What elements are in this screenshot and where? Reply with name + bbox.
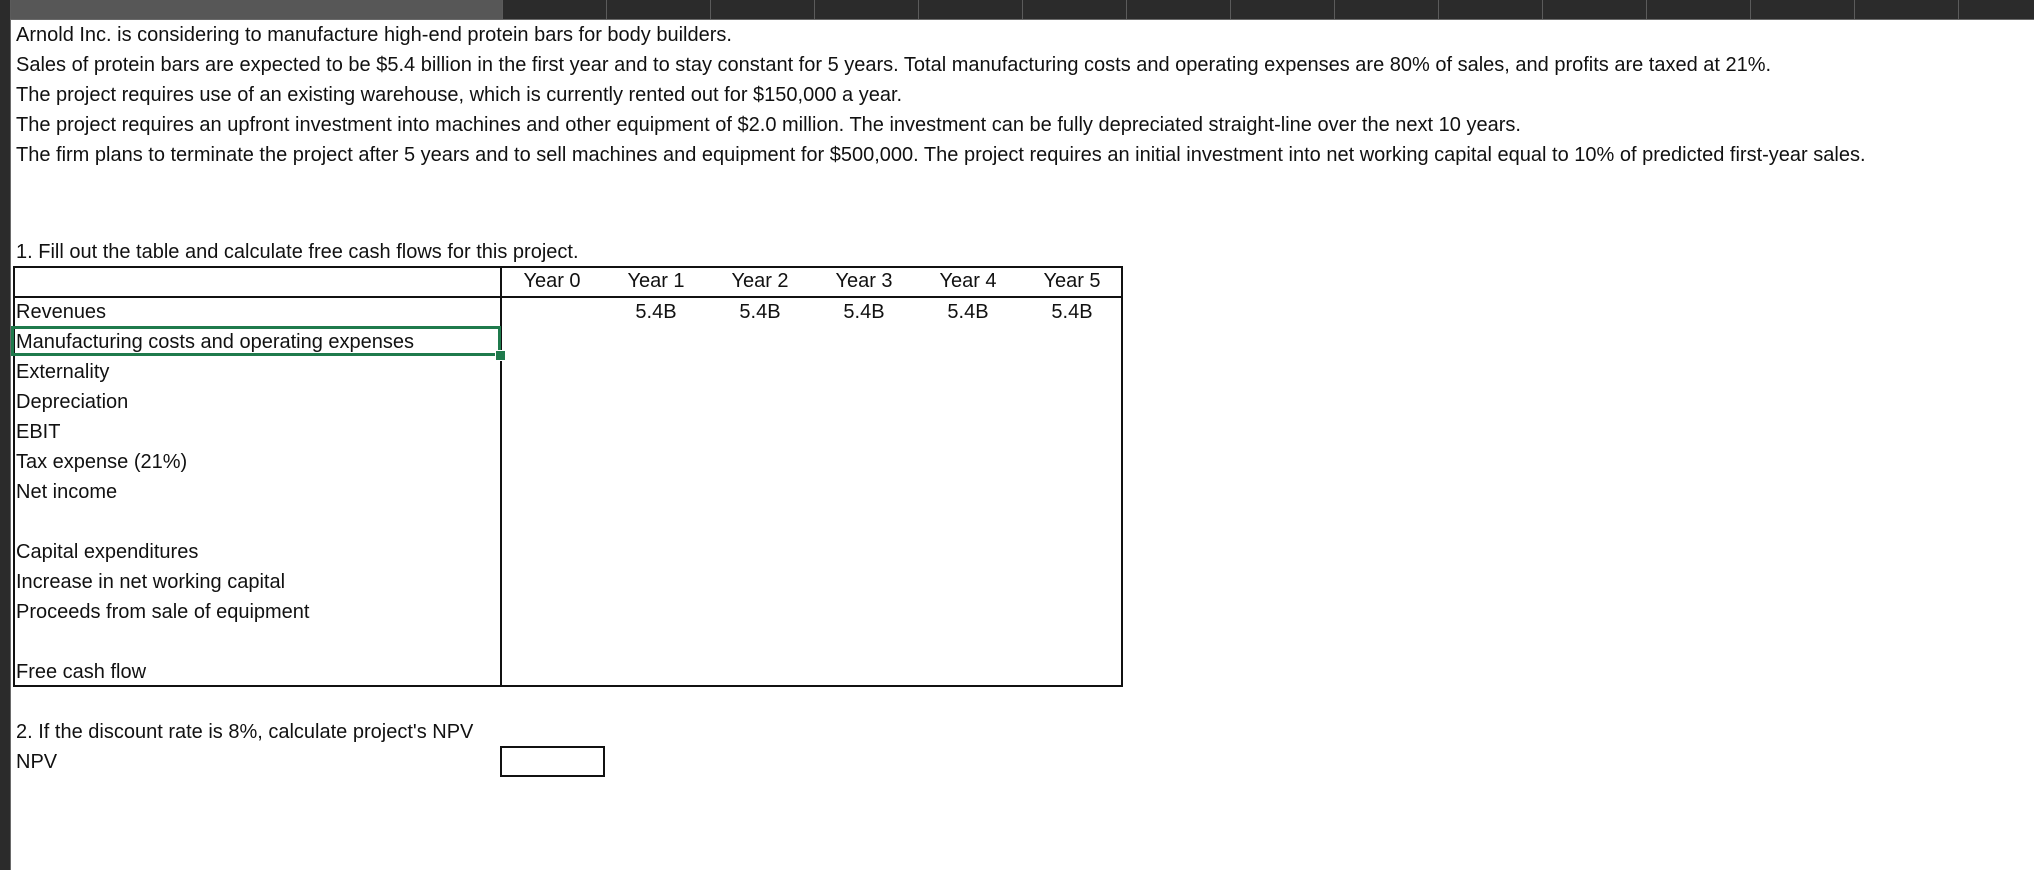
row-label-revenues[interactable]: Revenues [16, 301, 107, 323]
revenue-year-3[interactable]: 5.4B [843, 301, 885, 323]
intro-line-5: The firm plans to terminate the project after 5 years and to sell machines and equipment for $500,000. The project requires an initial investment into net working capital equal to 10% of predicted first-year sales. [16, 144, 1866, 166]
header-year-3: Year 3 [835, 270, 893, 292]
column-header-c[interactable] [606, 0, 711, 19]
header-year-1: Year 1 [627, 270, 685, 292]
row-label-increase-nwc[interactable]: Increase in net working capital [16, 571, 286, 593]
column-header-b[interactable] [502, 0, 607, 19]
column-header-m[interactable] [1646, 0, 1751, 19]
revenue-year-2[interactable]: 5.4B [739, 301, 781, 323]
row-header-gutter[interactable] [0, 19, 11, 870]
question-2: 2. If the discount rate is 8%, calculate project's NPV [16, 721, 474, 743]
header-year-0: Year 0 [523, 270, 581, 292]
question-1: 1. Fill out the table and calculate free cash flows for this project. [16, 241, 579, 263]
header-year-2: Year 2 [731, 270, 789, 292]
row-label-free-cash-flow[interactable]: Free cash flow [16, 661, 147, 683]
npv-input-cell[interactable] [500, 746, 605, 777]
column-header-d[interactable] [710, 0, 815, 19]
revenue-year-5[interactable]: 5.4B [1051, 301, 1093, 323]
revenue-year-4[interactable]: 5.4B [947, 301, 989, 323]
column-header-f[interactable] [918, 0, 1023, 19]
header-year-4: Year 4 [939, 270, 997, 292]
row-label-manufacturing-costs[interactable]: Manufacturing costs and operating expenses [16, 331, 415, 353]
row-label-proceeds-sale[interactable]: Proceeds from sale of equipment [16, 601, 310, 623]
row-label-capital-expenditures[interactable]: Capital expenditures [16, 541, 199, 563]
column-header-l[interactable] [1542, 0, 1647, 19]
column-header-p[interactable] [1958, 0, 2034, 19]
column-header-g[interactable] [1022, 0, 1127, 19]
row-label-net-income[interactable]: Net income [16, 481, 118, 503]
npv-label: NPV [16, 751, 58, 773]
intro-line-3: The project requires use of an existing warehouse, which is currently rented out for $150,000 a year. [16, 84, 903, 106]
column-header-o[interactable] [1854, 0, 1959, 19]
header-year-5: Year 5 [1043, 270, 1101, 292]
column-header-n[interactable] [1750, 0, 1855, 19]
column-header-j[interactable] [1334, 0, 1439, 19]
column-header-k[interactable] [1438, 0, 1543, 19]
row-label-tax-expense[interactable]: Tax expense (21%) [16, 451, 188, 473]
revenue-year-1[interactable]: 5.4B [635, 301, 677, 323]
column-header-a[interactable] [10, 0, 503, 19]
fill-handle[interactable] [495, 350, 506, 361]
row-label-depreciation[interactable]: Depreciation [16, 391, 129, 413]
intro-line-1: Arnold Inc. is considering to manufacture high-end protein bars for body builders. [16, 24, 732, 46]
intro-line-2: Sales of protein bars are expected to be $5.4 billion in the first year and to stay constant for 5 years. Total manufacturing costs and operating expenses are 80% of sales, and profits are taxed at 21%. [16, 54, 1772, 76]
row-label-externality[interactable]: Externality [16, 361, 110, 383]
column-header-e[interactable] [814, 0, 919, 19]
intro-line-4: The project requires an upfront investment into machines and other equipment of $2.0 million. The investment can be fully depreciated straight-line over the next 10 years. [16, 114, 1521, 136]
column-header-i[interactable] [1230, 0, 1335, 19]
column-header-h[interactable] [1126, 0, 1231, 19]
active-cell-selection[interactable] [11, 326, 501, 356]
row-label-ebit[interactable]: EBIT [16, 421, 61, 443]
column-header-bar [0, 0, 2034, 20]
